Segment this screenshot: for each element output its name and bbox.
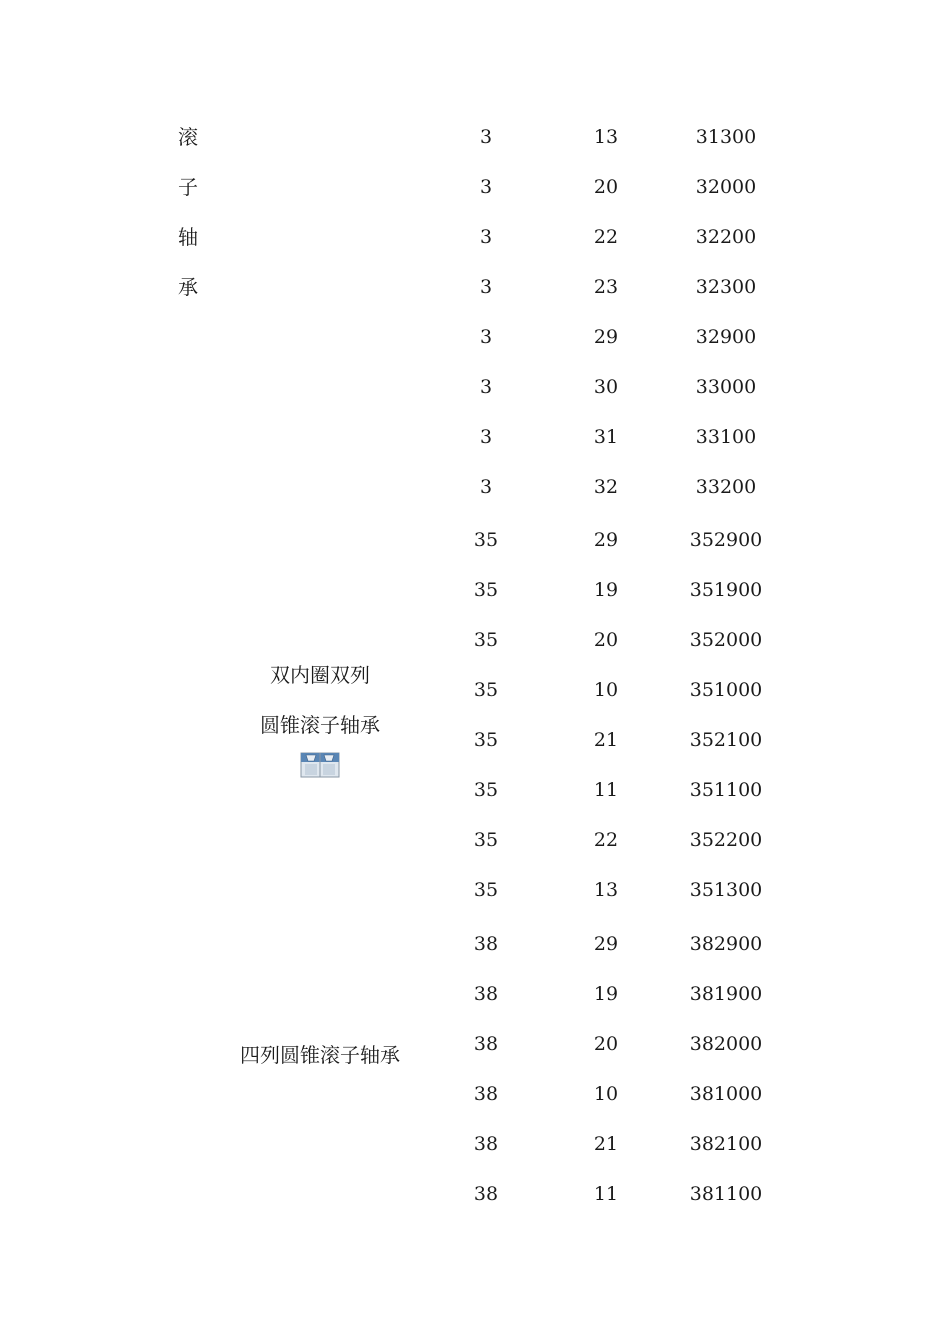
- bearing-code-cell: 352900: [689, 529, 763, 551]
- series-number-cell: 38: [473, 983, 499, 1005]
- series-number-cell: 3: [479, 276, 493, 298]
- dimension-series-cell: 29: [593, 933, 619, 955]
- bearing-code-cell: 351000: [689, 679, 763, 701]
- dimension-series-cell: 31: [593, 426, 619, 448]
- vertical-label-char: 轴: [178, 225, 198, 249]
- bearing-code-cell: 351100: [689, 779, 763, 801]
- dimension-series-cell: 32: [593, 476, 619, 498]
- dimension-series-cell: 19: [593, 983, 619, 1005]
- series-number-cell: 35: [473, 579, 499, 601]
- bearing-code-cell: 352200: [689, 829, 763, 851]
- dimension-series-cell: 23: [593, 276, 619, 298]
- series-number-cell: 38: [473, 1083, 499, 1105]
- group-label-double-inner-line2: 圆锥滚子轴承: [260, 713, 380, 737]
- bearing-code-cell: 381000: [689, 1083, 763, 1105]
- series-number-cell: 3: [479, 126, 493, 148]
- dimension-series-cell: 22: [593, 829, 619, 851]
- series-number-cell: 35: [473, 679, 499, 701]
- series-number-cell: 35: [473, 779, 499, 801]
- bearing-code-cell: 382100: [689, 1133, 763, 1155]
- series-number-cell: 38: [473, 933, 499, 955]
- dimension-series-cell: 20: [593, 629, 619, 651]
- series-number-cell: 3: [479, 426, 493, 448]
- bearing-code-cell: 382900: [689, 933, 763, 955]
- dimension-series-cell: 21: [593, 1133, 619, 1155]
- bearing-code-cell: 31300: [695, 126, 757, 148]
- dimension-series-cell: 21: [593, 729, 619, 751]
- tapered-roller-bearing-icon: [300, 752, 340, 778]
- vertical-label-char: 承: [178, 275, 198, 299]
- dimension-series-cell: 11: [593, 779, 619, 801]
- dimension-series-cell: 19: [593, 579, 619, 601]
- bearing-code-cell: 352100: [689, 729, 763, 751]
- bearing-code-cell: 32200: [695, 226, 757, 248]
- dimension-series-cell: 10: [593, 1083, 619, 1105]
- series-number-cell: 3: [479, 226, 493, 248]
- series-number-cell: 35: [473, 829, 499, 851]
- dimension-series-cell: 13: [593, 126, 619, 148]
- bearing-code-cell: 32900: [695, 326, 757, 348]
- bearing-code-cell: 32000: [695, 176, 757, 198]
- vertical-label-char: 子: [178, 175, 198, 199]
- bearing-code-cell: 382000: [689, 1033, 763, 1055]
- series-number-cell: 35: [473, 879, 499, 901]
- dimension-series-cell: 22: [593, 226, 619, 248]
- series-number-cell: 3: [479, 476, 493, 498]
- dimension-series-cell: 13: [593, 879, 619, 901]
- bearing-code-cell: 381900: [689, 983, 763, 1005]
- series-number-cell: 38: [473, 1133, 499, 1155]
- series-number-cell: 35: [473, 629, 499, 651]
- dimension-series-cell: 29: [593, 529, 619, 551]
- dimension-series-cell: 29: [593, 326, 619, 348]
- series-number-cell: 38: [473, 1033, 499, 1055]
- bearing-code-cell: 33000: [695, 376, 757, 398]
- series-number-cell: 3: [479, 176, 493, 198]
- vertical-label-char: 滚: [178, 125, 198, 149]
- bearing-code-cell: 33100: [695, 426, 757, 448]
- bearing-code-cell: 32300: [695, 276, 757, 298]
- dimension-series-cell: 11: [593, 1183, 619, 1205]
- dimension-series-cell: 10: [593, 679, 619, 701]
- bearing-code-cell: 381100: [689, 1183, 763, 1205]
- dimension-series-cell: 30: [593, 376, 619, 398]
- bearing-code-cell: 351300: [689, 879, 763, 901]
- series-number-cell: 35: [473, 729, 499, 751]
- series-number-cell: 35: [473, 529, 499, 551]
- bearing-code-cell: 352000: [689, 629, 763, 651]
- group-label-double-inner-line1: 双内圈双列: [270, 663, 370, 687]
- dimension-series-cell: 20: [593, 176, 619, 198]
- series-number-cell: 38: [473, 1183, 499, 1205]
- series-number-cell: 3: [479, 326, 493, 348]
- dimension-series-cell: 20: [593, 1033, 619, 1055]
- group-label-four-row: 四列圆锥滚子轴承: [240, 1043, 400, 1067]
- bearing-code-cell: 351900: [689, 579, 763, 601]
- bearing-code-cell: 33200: [695, 476, 757, 498]
- series-number-cell: 3: [479, 376, 493, 398]
